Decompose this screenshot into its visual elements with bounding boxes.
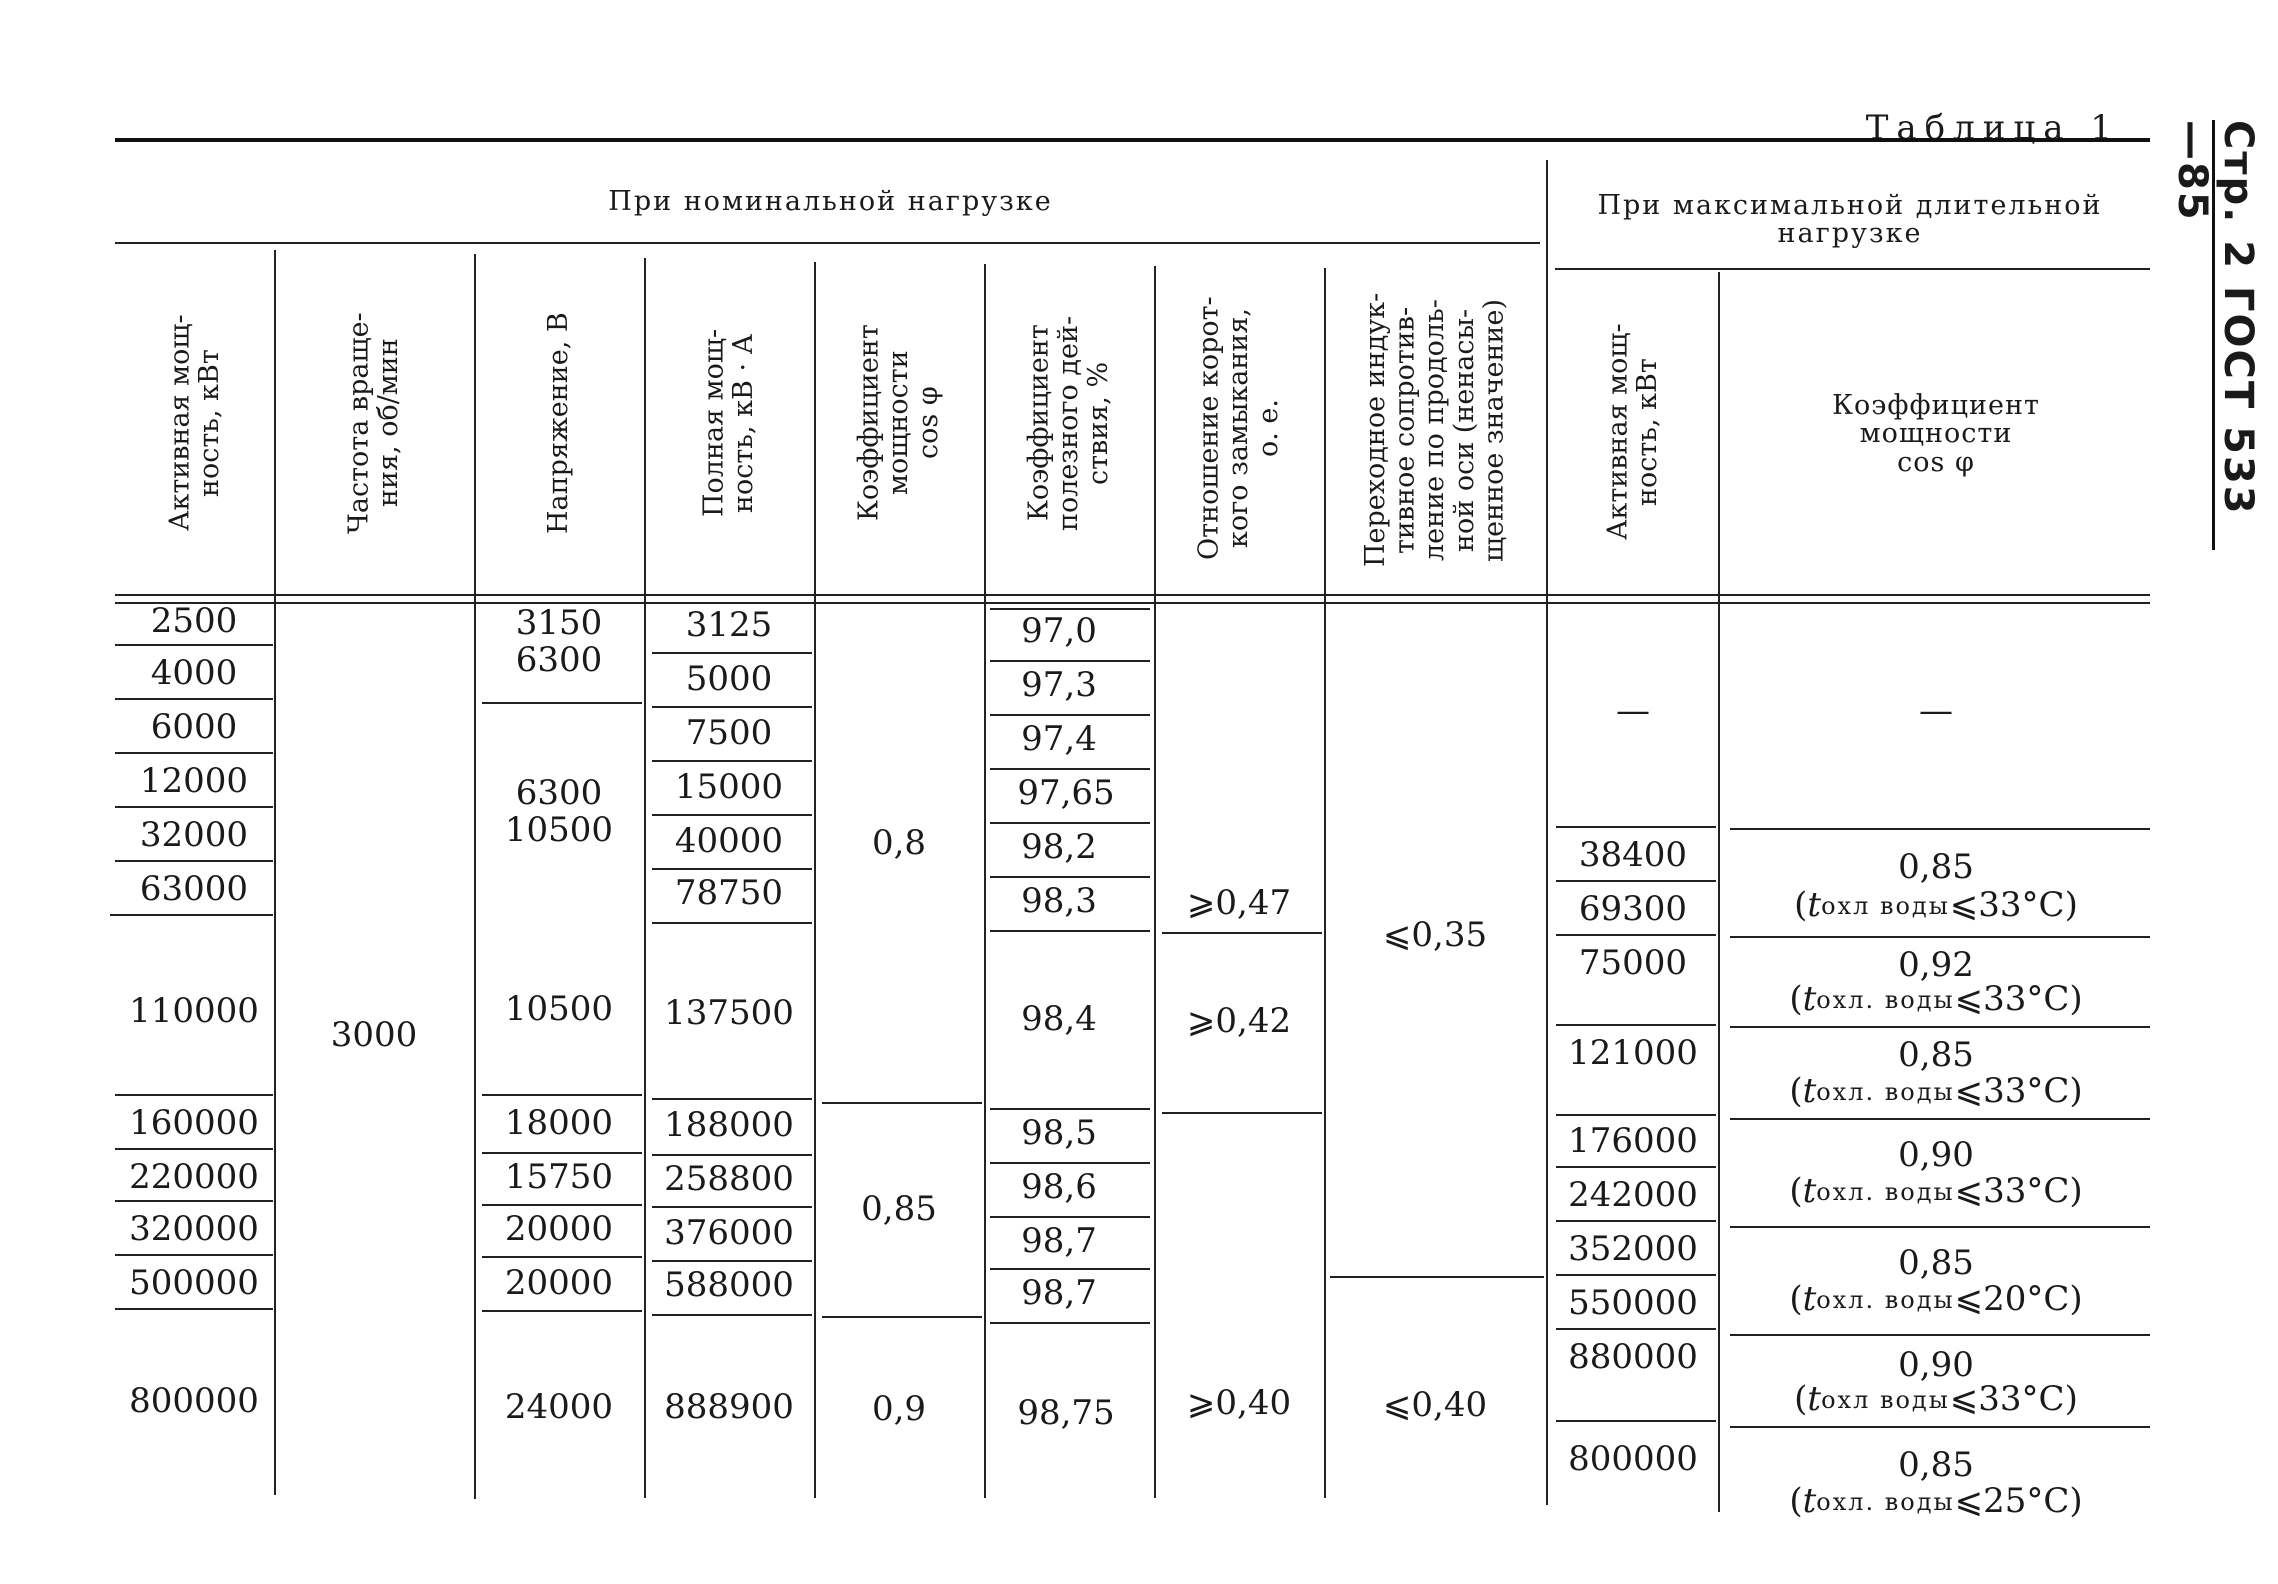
row-rule — [822, 1102, 982, 1104]
row-rule — [115, 1094, 273, 1096]
cond-tail: ⩽33°C) — [1949, 885, 2078, 926]
row-rule — [1556, 1024, 1716, 1026]
table-cell: 0,90 — [1898, 1135, 1974, 1176]
row-rule — [1730, 1426, 2150, 1428]
table-cell: 588000 — [664, 1265, 794, 1306]
table-cell: 376000 — [664, 1213, 794, 1254]
row-rule — [115, 1200, 273, 1202]
row-rule — [1730, 1226, 2150, 1228]
table-cell: 176000 — [1568, 1121, 1698, 1162]
vline-8 — [1546, 160, 1548, 1505]
table-cell: 15000 — [674, 767, 784, 808]
table-cell: 800000 — [1568, 1439, 1698, 1480]
cond-tail: ⩽20°C) — [1954, 1279, 2083, 1320]
table-cell: 98,6 — [1021, 1167, 1097, 1208]
table-cell: 98,7 — [1021, 1221, 1097, 1262]
table-cell: — — [1616, 691, 1650, 732]
cond-t: t — [1802, 1071, 1817, 1112]
row-rule — [652, 652, 812, 654]
row-rule — [652, 1098, 812, 1100]
table-cell: 3150 6300 — [515, 602, 603, 680]
cond-t: t — [1802, 1171, 1817, 1212]
row-rule — [115, 1308, 273, 1310]
page-header-text: Стр. 2 ГОСТ 533—85 — [2169, 120, 2261, 516]
row-rule — [1556, 826, 1716, 828]
table-cell: 3125 — [685, 605, 773, 646]
row-rule — [1730, 1118, 2150, 1120]
row-rule — [990, 1268, 1150, 1270]
row-rule — [1330, 1276, 1544, 1278]
rule-header-bottom-2 — [115, 602, 2150, 604]
row-rule — [482, 1152, 642, 1154]
row-rule — [1730, 1334, 2150, 1336]
row-rule — [822, 1316, 982, 1318]
row-rule — [1730, 828, 2150, 830]
cond-sub: охл воды — [1821, 891, 1950, 920]
row-rule — [1556, 1114, 1716, 1116]
table-cell: 78750 — [674, 873, 784, 914]
table-cell: 188000 — [664, 1105, 794, 1146]
rotation-speed-value: 3000 — [330, 1015, 418, 1056]
page-header-rule — [2212, 120, 2215, 550]
table-cell: 0,85 — [1898, 847, 1974, 888]
table-cell: 160000 — [129, 1103, 259, 1144]
table-cell: 98,7 — [1021, 1273, 1097, 1314]
table-cell: 98,5 — [1021, 1113, 1097, 1154]
table-cell: 550000 — [1568, 1283, 1698, 1324]
table-cell: ⩽0,40 — [1382, 1385, 1488, 1426]
row-rule — [652, 814, 812, 816]
row-rule — [1556, 1328, 1716, 1330]
row-rule — [115, 752, 273, 754]
row-rule — [1162, 1112, 1322, 1114]
table-cell: ⩾0,42 — [1186, 1001, 1292, 1042]
col-header-power-factor: Коэффициент мощности cos φ — [853, 324, 944, 522]
table-cell: 32000 — [139, 815, 249, 856]
table-cell: ⩾0,40 — [1186, 1383, 1292, 1424]
table-cell: 24000 — [504, 1387, 614, 1428]
col-header-transient-reactance: Переходное индук- тивное сопротив- ление по продоль- ной оси (ненасы- щенное значение) — [1359, 292, 1510, 568]
table-cell-condition: ( t охл воды ⩽33°C) — [1794, 885, 2078, 926]
table-cell: 258800 — [664, 1159, 794, 1200]
row-rule — [1730, 936, 2150, 938]
rule-group-nominal — [115, 242, 1540, 244]
table-cell: 242000 — [1568, 1175, 1698, 1216]
table-cell: 69300 — [1578, 889, 1688, 930]
cond-sub: охл. воды — [1816, 1487, 1955, 1516]
table-cell: 40000 — [674, 821, 784, 862]
row-rule — [652, 1154, 812, 1156]
table-cell-condition: ( t охл. воды ⩽33°C) — [1789, 1171, 2083, 1212]
table-cell: 38400 — [1578, 835, 1688, 876]
table-cell: 0,85 — [861, 1189, 937, 1230]
table-cell-condition: ( t охл. воды ⩽20°C) — [1789, 1279, 2083, 1320]
row-rule — [482, 702, 642, 704]
table-cell: 352000 — [1568, 1229, 1698, 1270]
row-rule — [115, 644, 273, 646]
table-cell: 98,4 — [1021, 999, 1097, 1040]
table-cell: 5000 — [685, 659, 773, 700]
row-rule — [115, 806, 273, 808]
row-rule — [482, 1204, 642, 1206]
table-cell: 888900 — [664, 1387, 794, 1428]
table-cell: 20000 — [504, 1263, 614, 1304]
table-cell: 880000 — [1568, 1337, 1698, 1378]
row-rule — [1556, 1220, 1716, 1222]
table-cell: 0,8 — [871, 823, 927, 864]
table-cell: 98,75 — [1017, 1393, 1115, 1434]
row-rule — [990, 714, 1150, 716]
row-rule — [652, 1206, 812, 1208]
table-cell: 0,85 — [1898, 1035, 1974, 1076]
row-rule — [1162, 932, 1322, 934]
row-rule — [115, 860, 273, 862]
group-header-maximum: При максимальной длительной нагрузке — [1597, 190, 2103, 250]
table-cell: 7500 — [685, 713, 773, 754]
table-cell: 63000 — [139, 869, 249, 910]
col-header-rotation-speed: Частота враще- ния, об/мин — [343, 312, 404, 534]
row-rule — [482, 1310, 642, 1312]
row-rule — [1730, 1026, 2150, 1028]
table-title: Таблица 1 — [1865, 108, 2120, 148]
row-rule — [990, 930, 1150, 932]
table-cell-condition: ( t охл. воды ⩽25°C) — [1789, 1481, 2083, 1522]
table-cell: 98,2 — [1021, 827, 1097, 868]
table-cell-condition: ( t охл. воды ⩽33°C) — [1789, 1071, 2083, 1112]
row-rule — [1556, 1166, 1716, 1168]
row-rule — [1556, 880, 1716, 882]
table-cell: 137500 — [664, 993, 794, 1034]
row-rule — [990, 768, 1150, 770]
table-cell: 97,4 — [1021, 719, 1097, 760]
row-rule — [990, 1216, 1150, 1218]
row-rule — [482, 1256, 642, 1258]
row-rule — [110, 914, 273, 916]
rule-group-maximum — [1555, 268, 2150, 270]
table-cell-condition: ( t охл воды ⩽33°C) — [1794, 1379, 2078, 1420]
cond-tail: ⩽33°C) — [1954, 979, 2083, 1020]
cond-sub: охл. воды — [1816, 1285, 1955, 1314]
table-cell: 800000 — [129, 1381, 259, 1422]
row-rule — [115, 698, 273, 700]
row-rule — [990, 1108, 1150, 1110]
table-cell: 4000 — [150, 653, 238, 694]
group-header-nominal: При номинальной нагрузке — [608, 186, 1053, 217]
col-header-max-power-factor: Коэффициент мощности cos φ — [1832, 390, 2040, 478]
col-header-efficiency: Коэффициент полезного дей- ствия, % — [1023, 315, 1114, 531]
table-cell: 97,3 — [1021, 665, 1097, 706]
row-rule — [652, 706, 812, 708]
table-cell: 0,9 — [871, 1389, 927, 1430]
table-cell: 500000 — [129, 1263, 259, 1304]
row-rule — [652, 868, 812, 870]
col-header-voltage: Напряжение, В — [543, 312, 575, 534]
row-rule — [990, 660, 1150, 662]
cond-sub: охл. воды — [1816, 1077, 1955, 1106]
col-header-short-circuit-ratio: Отношение корот- кого замыкания, о. е. — [1193, 296, 1284, 560]
table-cell: 15750 — [504, 1157, 614, 1198]
table-cell: 18000 — [504, 1103, 614, 1144]
cond-sub: охл воды — [1821, 1385, 1950, 1414]
table-cell: 0,85 — [1898, 1445, 1974, 1486]
table-cell: 10500 — [504, 989, 614, 1030]
row-rule — [652, 760, 812, 762]
row-rule — [990, 1162, 1150, 1164]
rule-header-bottom — [115, 594, 2150, 596]
cond-tail: ⩽25°C) — [1954, 1481, 2083, 1522]
table-cell: 98,3 — [1021, 881, 1097, 922]
page-header — [2169, 120, 2261, 540]
cond-t: t — [1802, 1279, 1817, 1320]
row-rule — [652, 1314, 812, 1316]
cond-t: t — [1802, 1481, 1817, 1522]
cond-tail: ⩽33°C) — [1949, 1379, 2078, 1420]
table-cell: 0,85 — [1898, 1243, 1974, 1284]
table-cell: 121000 — [1568, 1033, 1698, 1074]
row-rule — [652, 922, 812, 924]
row-rule — [115, 1254, 273, 1256]
table-cell: 20000 — [504, 1209, 614, 1250]
row-rule — [115, 1148, 273, 1150]
table-cell: 320000 — [129, 1209, 259, 1250]
col-header-apparent-power: Полная мощ- ность, кВ · А — [698, 328, 759, 518]
row-rule — [990, 1322, 1150, 1324]
col-header-active-power: Активная мощ- ность, кВт — [164, 314, 225, 532]
row-rule — [652, 1260, 812, 1262]
cond-tail: ⩽33°C) — [1954, 1071, 2083, 1112]
col-header-max-active-power: Активная мощ- ность, кВт — [1602, 323, 1663, 541]
row-rule — [1556, 934, 1716, 936]
table-cell: 2500 — [150, 601, 238, 642]
table-cell: 75000 — [1578, 943, 1688, 984]
rule-top — [115, 138, 2150, 142]
table-cell: 6300 10500 — [504, 772, 614, 850]
vline-9 — [1718, 272, 1720, 1512]
cond-t: t — [1807, 885, 1822, 926]
table-cell: 12000 — [139, 761, 249, 802]
table-cell: 97,0 — [1021, 611, 1097, 652]
table-cell-dash: — — [1919, 691, 1953, 732]
table-cell: 97,65 — [1017, 773, 1115, 814]
table-cell-condition: ( t охл. воды ⩽33°C) — [1789, 979, 2083, 1020]
table-cell: 0,92 — [1898, 945, 1974, 986]
row-rule — [1556, 1274, 1716, 1276]
cond-sub: охл. воды — [1816, 1177, 1955, 1206]
cond-t: t — [1807, 1379, 1822, 1420]
table-cell: 220000 — [129, 1157, 259, 1198]
row-rule — [1556, 1420, 1716, 1422]
table-cell: ⩾0,47 — [1186, 883, 1292, 924]
cond-t: t — [1802, 979, 1817, 1020]
table-cell: ⩽0,35 — [1382, 915, 1488, 956]
row-rule — [990, 876, 1150, 878]
row-rule — [990, 822, 1150, 824]
row-rule — [482, 1094, 642, 1096]
cond-sub: охл. воды — [1816, 985, 1955, 1014]
table-cell: 6000 — [150, 707, 238, 748]
table-cell: 0,90 — [1898, 1345, 1974, 1386]
table-cell: 110000 — [129, 991, 259, 1032]
cond-tail: ⩽33°C) — [1954, 1171, 2083, 1212]
